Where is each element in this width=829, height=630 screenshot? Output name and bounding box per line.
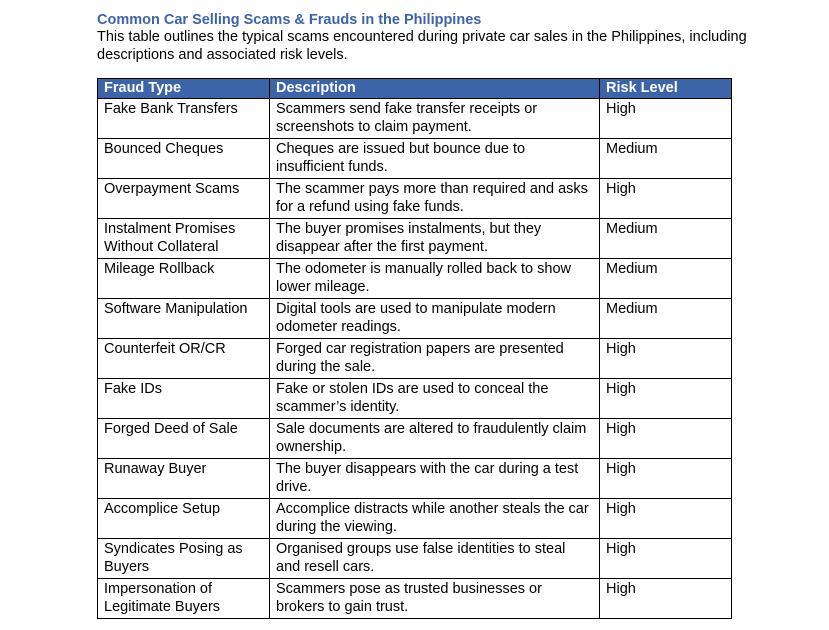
description-cell: Sale documents are altered to fraudulently claim ownership. (270, 419, 600, 459)
table-row (98, 379, 732, 419)
fraud-type-cell: Mileage Rollback (98, 259, 270, 299)
risk-level-cell: High (600, 539, 732, 579)
fraud-type-cell: Impersonation of Legitimate Buyers (98, 579, 270, 619)
fraud-type-cell: Runaway Buyer (98, 459, 270, 499)
table-row (98, 459, 732, 499)
fraud-type-cell: Fake IDs (98, 379, 270, 419)
description-cell: The buyer disappears with the car during a test drive. (270, 459, 600, 499)
description-cell: The scammer pays more than required and asks for a refund using fake funds. (270, 179, 600, 219)
table-row (98, 419, 732, 459)
fraud-type-cell: Accomplice Setup (98, 499, 270, 539)
risk-level-cell: Medium (600, 139, 732, 179)
header-risk-level: Risk Level (600, 79, 732, 99)
risk-level-cell: Medium (600, 259, 732, 299)
table-row (98, 219, 732, 259)
header-description: Description (270, 79, 600, 99)
risk-level-cell: High (600, 99, 732, 139)
risk-level-cell: High (600, 499, 732, 539)
risk-level-cell: High (600, 179, 732, 219)
table-row (98, 499, 732, 539)
fraud-type-cell: Software Manipulation (98, 299, 270, 339)
description-cell: Organised groups use false identities to steal and resell cars. (270, 539, 600, 579)
table-row (98, 259, 732, 299)
fraud-type-cell: Fake Bank Transfers (98, 99, 270, 139)
risk-level-cell: Medium (600, 299, 732, 339)
fraud-type-cell: Syndicates Posing as Buyers (98, 539, 270, 579)
description-cell: Forged car registration papers are presented during the sale. (270, 339, 600, 379)
description-cell: Scammers pose as trusted businesses or brokers to gain trust. (270, 579, 600, 619)
header-fraud-type: Fraud Type (98, 79, 270, 99)
risk-level-cell: High (600, 379, 732, 419)
description-cell: Accomplice distracts while another steals the car during the viewing. (270, 499, 600, 539)
fraud-type-cell: Bounced Cheques (98, 139, 270, 179)
intro-paragraph: This table outlines the typical scams encountered during private car sales in the Philippines, including descriptions and associated risk levels. (97, 29, 747, 63)
table-row (98, 139, 732, 179)
risk-level-cell: Medium (600, 219, 732, 259)
fraud-type-cell: Forged Deed of Sale (98, 419, 270, 459)
scams-table (97, 78, 732, 619)
fraud-type-cell: Instalment Promises Without Collateral (98, 219, 270, 259)
description-cell: The buyer promises instalments, but they disappear after the first payment. (270, 219, 600, 259)
table-row (98, 299, 732, 339)
table-row (98, 179, 732, 219)
description-cell: The odometer is manually rolled back to show lower mileage. (270, 259, 600, 299)
risk-level-cell: High (600, 419, 732, 459)
fraud-type-cell: Counterfeit OR/CR (98, 339, 270, 379)
document-title: Common Car Selling Scams & Frauds in the Philippines (97, 12, 482, 28)
risk-level-cell: High (600, 339, 732, 379)
table-row (98, 539, 732, 579)
table-row (98, 339, 732, 379)
table-row (98, 579, 732, 619)
table-row (98, 99, 732, 139)
table-header-row (98, 79, 732, 99)
description-cell: Fake or stolen IDs are used to conceal the scammer’s identity. (270, 379, 600, 419)
table-body (98, 99, 732, 619)
description-cell: Scammers send fake transfer receipts or screenshots to claim payment. (270, 99, 600, 139)
description-cell: Cheques are issued but bounce due to insufficient funds. (270, 139, 600, 179)
risk-level-cell: High (600, 579, 732, 619)
risk-level-cell: High (600, 459, 732, 499)
fraud-type-cell: Overpayment Scams (98, 179, 270, 219)
description-cell: Digital tools are used to manipulate modern odometer readings. (270, 299, 600, 339)
